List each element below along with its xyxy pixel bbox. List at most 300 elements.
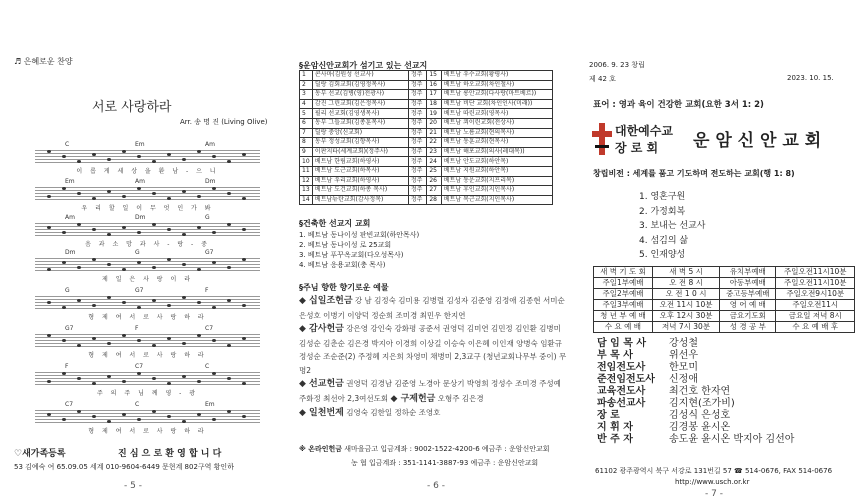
page-number: - 7 - [705, 489, 723, 499]
music-staff [35, 223, 260, 235]
music-note [107, 263, 111, 266]
staff-row [597, 434, 794, 446]
music-note [242, 415, 246, 418]
music-note [122, 334, 126, 337]
music-note [242, 258, 246, 261]
schedule-row [594, 322, 855, 333]
mission-cell: 이판지타(세계교회)(정주사) [312, 147, 408, 157]
music-note [47, 413, 51, 416]
schedule-row [594, 267, 855, 278]
new-family-title: ♡새가족등록 [14, 449, 66, 459]
goal-item: 1. 영혼구원 [639, 192, 686, 202]
mission-cell: 11 [300, 166, 313, 176]
music-note [92, 197, 96, 200]
middle-page [285, 0, 575, 497]
motto: 표어 : 영과 육이 건강한 교회(요한 3서 1: 2) [593, 100, 764, 110]
music-note [152, 377, 156, 380]
page-number: - 6 - [427, 481, 445, 491]
staff-row [597, 398, 794, 410]
mission-cell: 20 [427, 118, 441, 128]
music-note [77, 223, 81, 226]
mission-cell: 정주 [408, 90, 426, 100]
music-staff [35, 187, 260, 199]
chord-label: C [65, 141, 70, 148]
built-item: 1. 베트남 동나이성 판빈교회(하안목사) [299, 231, 420, 239]
staff-names: 송도윤 윤시온 박지아 김선아 [669, 434, 795, 445]
music-note [137, 372, 141, 375]
mission-cell: 베트남 쾨이린교회(전상사) [441, 118, 552, 128]
schedule-cell: 수 요 예 배 [594, 322, 653, 333]
church-website[interactable]: http://www.usch.or.kr [675, 478, 750, 486]
mission-cell: 5 [300, 109, 313, 119]
music-note [62, 418, 66, 421]
lyric-line: 형 제 여 서 로 사 랑 하 라 [88, 428, 207, 435]
schedule-cell: 수 요 예 배 후 [776, 322, 855, 333]
mission-cell: 2 [300, 80, 313, 90]
mission-row [300, 157, 553, 167]
mission-cell: 베트남 하오교회(차인철사) [441, 80, 552, 90]
music-staff [35, 296, 260, 308]
mission-cell: 베트남 도근교회(하목사) [312, 166, 408, 176]
lyric-line: 주 의 주 님 께 영 - 광 [96, 390, 199, 397]
music-note [212, 306, 216, 309]
music-note [167, 153, 171, 156]
mission-cell: 정주 [408, 166, 426, 176]
music-note [197, 268, 201, 271]
mission-cell: 14 [300, 195, 313, 205]
music-note [212, 187, 216, 190]
staff-names: 위선우 [669, 350, 698, 361]
offer-title: §주님 향한 향기로운 예물 [299, 283, 389, 292]
music-staff [35, 372, 260, 384]
music-note [197, 301, 201, 304]
music-note [242, 304, 246, 307]
schedule-cell: 금요기도회 [720, 311, 776, 322]
mission-cell: 감진 그린교회(김은정목사) [312, 99, 408, 109]
staff-role: 교육전도사 [597, 386, 646, 397]
mission-row [300, 176, 553, 186]
staff-role: 반 주 자 [597, 434, 633, 445]
schedule-cell: 금요일 저녁 8시 [776, 311, 855, 322]
offer-list [299, 294, 567, 421]
music-note [167, 304, 171, 307]
chord-label: F [205, 287, 209, 294]
music-note [77, 344, 81, 347]
music-note [77, 377, 81, 380]
chord-label: G [65, 287, 70, 294]
mission-cell: 베트남 따린교회(영목사) [441, 109, 552, 119]
mission-cell: 25 [427, 166, 441, 176]
schedule-row [594, 311, 855, 322]
mission-cell: 정주 [408, 138, 426, 148]
chord-label: Dm [205, 178, 216, 185]
staff-names: 최건호 한자연 [669, 386, 731, 397]
mission-cell: 베트남 목근교회(지인목사) [441, 195, 552, 205]
denomination-2: 장 로 회 [615, 141, 659, 155]
chord-label: Em [135, 141, 145, 148]
music-note [47, 301, 51, 304]
chord-label: Dm [65, 249, 76, 256]
music-note [212, 372, 216, 375]
mission-cell: 베트남 후인교회(지인목사) [441, 186, 552, 196]
schedule-cell: 오 전 1 0 시 [652, 289, 719, 300]
music-note [137, 231, 141, 234]
mission-row [300, 195, 553, 205]
mission-title: §운암신안교회가 섬기고 있는 선교지 [299, 61, 428, 70]
music-note [77, 299, 81, 302]
music-note [227, 377, 231, 380]
music-note [107, 158, 111, 161]
music-note [152, 223, 156, 226]
music-note [197, 150, 201, 153]
music-note [92, 382, 96, 385]
chord-label: G7 [135, 287, 144, 294]
mission-cell: 7 [300, 128, 313, 138]
staff-names: 신정애 [669, 374, 698, 385]
chord-label: C7 [205, 325, 214, 332]
music-note [107, 420, 111, 423]
music-note [77, 160, 81, 163]
schedule-cell: 청 년 부 예 배 [594, 311, 653, 322]
staff-row [597, 422, 794, 434]
schedule-cell: 중고등부예배 [720, 289, 776, 300]
mission-cell: 23 [427, 147, 441, 157]
music-note [77, 192, 81, 195]
schedule-cell: 주일1부예배 [594, 278, 653, 289]
chord-label: G7 [205, 249, 214, 256]
schedule-cell: 주일3부예배 [594, 300, 653, 311]
issue-number: 제 42 호 [589, 75, 616, 83]
chord-label: F [135, 325, 139, 332]
mission-cell: 베트남 안도교회(하안목) [441, 157, 552, 167]
goal-item: 2. 가정회복 [639, 206, 686, 217]
music-note [62, 155, 66, 158]
music-staff [35, 258, 260, 270]
staff-role: 담 임 목 사 [597, 338, 647, 349]
schedule-cell: 영 어 예 배 [720, 300, 776, 311]
denomination-1: 대한예수교 [615, 124, 673, 138]
music-note [107, 375, 111, 378]
mission-cell: 베트남 비단 교회(차인인사(미래)) [441, 99, 552, 109]
schedule-row [594, 300, 855, 311]
page-number: - 5 - [124, 481, 142, 491]
music-note [182, 190, 186, 193]
mission-cell: 17 [427, 90, 441, 100]
lyric-line: 형 제 여 서 로 사 랑 하 라 [88, 352, 207, 359]
mission-cell: 정주 [408, 157, 426, 167]
offer-thanks: ◆ 감사헌금 강은영 강인숙 강화평 공준서 권영덕 김미연 김민정 김인환 김병미 김성순 김춘순 김은경 박지아 이경희 이상길 이승숙 이은혜 이인재 양병숙 임환규 정성순 조순준(2) 주정혜 지은희 차영미 채병미 2,3교구 (청년교회나무부 중이) 무명2 [299, 324, 567, 375]
staff-row [597, 410, 794, 422]
music-note [77, 266, 81, 269]
mission-cell: 동부 선교(김병(영)전광사) [312, 90, 408, 100]
staff-role: 부 목 사 [597, 350, 633, 361]
mission-cell: 베트남 노름교회(현의목사) [441, 128, 552, 138]
mission-cell: 필리 선교회(김영생목사) [312, 109, 408, 119]
mission-cell: 베트남 동운교회(지프리목) [441, 176, 552, 186]
lyric-line: 이 롭 게 세 상 을 환 남 - 으 니 [76, 168, 219, 175]
founding-vision: 창립비전 : 세계를 품고 기도하며 전도하는 교회(행 1: 8) [593, 169, 795, 178]
mission-cell: 6 [300, 118, 313, 128]
music-note [152, 344, 156, 347]
schedule-cell: 성 경 공 부 [720, 322, 776, 333]
chord-label: C7 [135, 363, 144, 370]
schedule-cell: 주일오전11시10분 [776, 267, 855, 278]
mission-row [300, 109, 553, 119]
schedule-cell: 오후 12시 30분 [652, 311, 719, 322]
music-note [197, 226, 201, 229]
staff-row [597, 362, 794, 374]
chord-label: C [205, 363, 210, 370]
mission-cell: 동부 정성교회(김향목사) [312, 138, 408, 148]
staff-row [597, 338, 794, 350]
staff-names: 김경봉 윤시온 [669, 422, 731, 433]
music-note-icon: ♬ [14, 57, 24, 66]
music-note [197, 380, 201, 383]
music-note [152, 410, 156, 413]
music-note [137, 155, 141, 158]
music-note [47, 334, 51, 337]
staff-row [597, 374, 794, 386]
music-staff [35, 334, 260, 346]
music-note [167, 197, 171, 200]
music-note [92, 153, 96, 156]
music-note [227, 344, 231, 347]
song-title: 서로 사랑하라 [92, 100, 172, 115]
mission-cell: 동부 그들교회(김종훈목사) [312, 118, 408, 128]
church-address: 61102 광주광역시 북구 서강로 131번길 57 ☎ 514-0676, FAX 514-0676 [595, 467, 833, 475]
goal-item: 3. 보내는 선교사 [639, 221, 706, 231]
built-item: 2. 베트남 동나이성 로 25교회 [299, 241, 392, 249]
schedule-cell: 유치부예배 [720, 267, 776, 278]
music-note [167, 337, 171, 340]
mission-cell: 정주 [408, 195, 426, 205]
music-note [77, 410, 81, 413]
online-offering: ※ 온라인헌금 새마을금고 입금계좌 : 9002-1522-4200-6 예금주 : 운암신안교회 농 협 입금계좌 : 351-1141-3887-93 예금주 : 운암신안교회 [299, 445, 550, 467]
music-note [122, 226, 126, 229]
mission-row [300, 166, 553, 176]
music-note [152, 160, 156, 163]
mission-cell: 18 [427, 99, 441, 109]
lyric-line: 우 리 할 일 이 무 엇 인 가 봐 [81, 205, 214, 212]
chord-label: F [65, 363, 69, 370]
music-note [212, 261, 216, 264]
music-note [167, 228, 171, 231]
mission-cell: 13 [300, 186, 313, 196]
mission-cell: 정주 [408, 186, 426, 196]
mission-cell: 베트남 동훈교회(현목사) [441, 138, 552, 148]
music-note [197, 334, 201, 337]
mission-cell: 베트남 롱안교회(다사랑(마트베르)) [441, 90, 552, 100]
music-note [62, 261, 66, 264]
built-list [299, 230, 419, 270]
music-note [152, 299, 156, 302]
founding-date: 2006. 9. 23 창립 [589, 61, 645, 69]
built-item: 4. 베트남 응용교회(충 목사) [299, 261, 386, 269]
staff-names: 강성철 [669, 338, 698, 349]
staff-names: 김성식 은성호 [669, 410, 731, 421]
chord-label: Am [65, 214, 75, 221]
mission-row [300, 71, 553, 81]
mission-cell: 12 [300, 176, 313, 186]
music-note [167, 258, 171, 261]
music-note [47, 380, 51, 383]
music-note [62, 372, 66, 375]
music-note [227, 410, 231, 413]
music-note [137, 306, 141, 309]
schedule-cell: 오전 11시 10분 [652, 300, 719, 311]
music-note [212, 231, 216, 234]
music-note [212, 418, 216, 421]
mission-cell: 베트남 한림교회(하영사) [312, 157, 408, 167]
mission-cell: 딜랑 중앙(신교회) [312, 128, 408, 138]
mission-cell: 베트남뉴탄교회(감사정목) [312, 195, 408, 205]
lyric-line: 제 일 은 사 랑 이 라 [101, 276, 193, 283]
mission-table [299, 70, 553, 205]
music-note [242, 153, 246, 156]
mission-row [300, 80, 553, 90]
music-note [47, 268, 51, 271]
schedule-cell: 새 벽 5 시 [652, 267, 719, 278]
music-note [62, 306, 66, 309]
mission-row [300, 138, 553, 148]
mission-cell: 딜랑 김회교회(김영정목사) [312, 80, 408, 90]
schedule-cell: 주일2부예배 [594, 289, 653, 300]
chord-label: G [135, 249, 140, 256]
music-note [47, 150, 51, 153]
mission-cell: 정주 [408, 118, 426, 128]
music-note [92, 415, 96, 418]
lyric-line: 형 제 여 서 로 사 랑 하 라 [88, 314, 207, 321]
music-note [107, 233, 111, 236]
mission-cell: 16 [427, 80, 441, 90]
praise-section-title: ♬ 은혜로운 찬양 [14, 57, 73, 66]
mission-cell: 베트남 도건교회(하종 목사) [312, 186, 408, 196]
chord-label: Em [205, 401, 215, 408]
music-note [107, 190, 111, 193]
offer-mission: ◆ 선교헌금 권영덕 김경남 김준영 노경아 문상기 박영희 정성수 조미경 주성예 주화정 최선아 2,3여선도회 ◆ 구제헌금 오형주 김은경 [299, 379, 561, 404]
chord-label: C7 [65, 401, 74, 408]
offer-tithe: ◆ 십일조헌금 강 남 김정숙 김미용 김병렬 김성자 김준영 김정애 김종현 서미순 은성호 이병기 이양덕 정순희 조미경 최민우 한지연 [299, 296, 565, 320]
staff-row [597, 350, 794, 362]
mission-cell: 정주 [408, 80, 426, 90]
goals-list [639, 190, 705, 263]
music-note [242, 382, 246, 385]
song-arranger: Arr. 송 명 진 (Living Olive) [180, 118, 268, 126]
music-note [227, 266, 231, 269]
music-note [182, 158, 186, 161]
music-note [197, 195, 201, 198]
built-item: 3. 베트남 푸꾸옥교회(다오성목사) [299, 251, 404, 259]
mission-cell: 26 [427, 176, 441, 186]
music-note [92, 337, 96, 340]
mission-cell: 콘사마(김원성 선교사) [312, 71, 408, 81]
music-note [182, 296, 186, 299]
chord-label: C [135, 401, 140, 408]
music-note [62, 339, 66, 342]
mission-cell: 4 [300, 99, 313, 109]
music-note [122, 268, 126, 271]
built-title: §건축한 선교지 교회 [299, 219, 371, 228]
music-note [137, 187, 141, 190]
music-note [122, 380, 126, 383]
music-note [182, 342, 186, 345]
cross-logo-icon [591, 121, 613, 157]
music-note [122, 413, 126, 416]
offer-thousand: ◆ 일천번제 김영숙 김한일 정하순 조영호 [299, 408, 441, 418]
music-note [227, 223, 231, 226]
music-note [182, 233, 186, 236]
mission-cell: 28 [427, 195, 441, 205]
staff-role: 파송선교사 [597, 398, 646, 409]
music-note [242, 228, 246, 231]
mission-cell: 정주 [408, 176, 426, 186]
left-page [0, 0, 285, 497]
mission-row [300, 99, 553, 109]
music-note [92, 228, 96, 231]
music-note [152, 192, 156, 195]
music-note [167, 415, 171, 418]
staff-row [597, 386, 794, 398]
music-note [182, 420, 186, 423]
schedule-cell: 주일오전9시10분 [776, 289, 855, 300]
chord-label: G7 [65, 325, 74, 332]
music-note [227, 160, 231, 163]
mission-cell: 베트남 우리교회(하영사) [312, 176, 408, 186]
schedule-cell: 저녁 7시 30분 [652, 322, 719, 333]
mission-cell: 베트남 우수교회(황평사) [441, 71, 552, 81]
mission-cell: 27 [427, 186, 441, 196]
chord-label: Em [65, 178, 75, 185]
mission-row [300, 147, 553, 157]
mission-cell: 10 [300, 157, 313, 167]
schedule-cell: 새 벽 기 도 회 [594, 267, 653, 278]
new-family-entry: 53 김예숙 여 65.09.05 세계 010-9604-6449 문현계 802구역 황인하 [14, 463, 234, 471]
mission-row [300, 118, 553, 128]
music-note [182, 375, 186, 378]
mission-cell: 15 [427, 71, 441, 81]
music-note [227, 299, 231, 302]
music-note [242, 337, 246, 340]
music-note [242, 197, 246, 200]
music-note [227, 192, 231, 195]
chord-label: Am [135, 178, 145, 185]
music-note [62, 231, 66, 234]
mission-cell: 정주 [408, 99, 426, 109]
mission-cell: 22 [427, 138, 441, 148]
staff-role: 장 로 [597, 410, 620, 421]
mission-cell: 21 [427, 128, 441, 138]
mission-cell: 1 [300, 71, 313, 81]
mission-cell: 정주 [408, 147, 426, 157]
staff-role: 지 휘 자 [597, 422, 633, 433]
music-note [107, 342, 111, 345]
mission-cell: 정주 [408, 71, 426, 81]
lyric-line: 음 과 소 망 과 사 - 랑 - 중 [85, 241, 210, 248]
schedule-cell: 아동부예배 [720, 278, 776, 289]
mission-row [300, 128, 553, 138]
music-note [107, 296, 111, 299]
goal-item: 4. 섬김의 삶 [639, 235, 689, 246]
music-note [167, 382, 171, 385]
schedule-row [594, 278, 855, 289]
music-note [212, 339, 216, 342]
mission-cell: 베트남 지원교회(하안목) [441, 166, 552, 176]
music-note [47, 226, 51, 229]
chord-label: G [205, 214, 210, 221]
staff-names: 김지현(조가비) [669, 398, 735, 409]
chord-label: Am [205, 141, 215, 148]
new-family-welcome: 진 심 으 로 환 영 합 니 다 [118, 449, 222, 459]
